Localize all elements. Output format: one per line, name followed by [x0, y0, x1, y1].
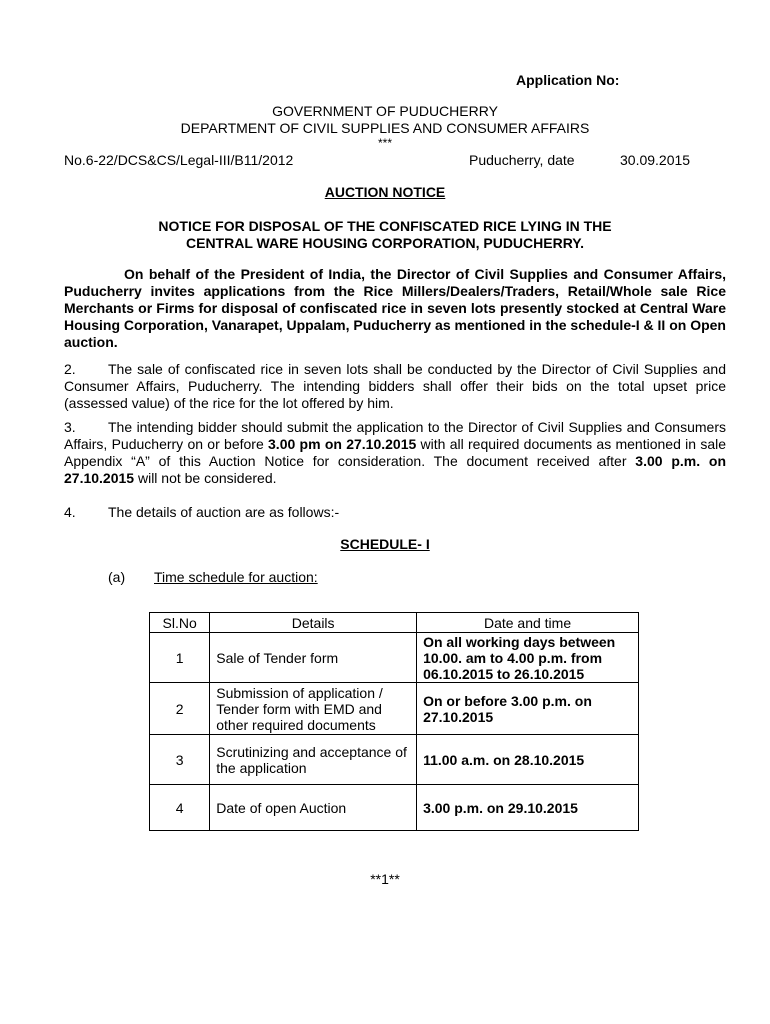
table-header-row [150, 613, 639, 633]
government-heading: GOVERNMENT OF PUDUCHERRY [272, 103, 498, 119]
table-row [150, 785, 639, 831]
row-details: Scrutinizing and acceptance of the application [210, 735, 417, 785]
row-sl-no: 2 [150, 683, 210, 735]
header-details: Details [210, 613, 417, 633]
schedule-title: SCHEDULE- I [340, 536, 430, 552]
notice-title: AUCTION NOTICE [324, 184, 446, 200]
row-date-time: On or before 3.00 p.m. on 27.10.2015 [417, 683, 639, 735]
paragraph-3-text-c: will not be considered. [134, 470, 277, 486]
paragraph-3-number: 3. [64, 419, 76, 435]
row-date-time: 3.00 p.m. on 29.10.2015 [417, 785, 639, 831]
time-schedule-table [149, 612, 639, 831]
subtitle-line-2: CENTRAL WARE HOUSING CORPORATION, PUDUCHERRY. [186, 235, 584, 251]
row-date-time: On all working days between 10.00. am to 4.00 p.m. from 06.10.2015 to 26.10.2015 [417, 633, 639, 683]
paragraph-2-text: The sale of confiscated rice in seven lots shall be conducted by the Director of Civil Supplies and Consumer Affairs, Puducherry. The intending bidders shall offer their bids on the total upset price (assessed value) of the rice for the lot offered by him. [64, 361, 726, 411]
paragraph-3-text-b: with all required documents as mentioned in sale Appendix “A” of this Auction Notice for consideration. The document received after [64, 436, 726, 469]
place-date-label: Puducherry, date [469, 152, 575, 168]
row-details: Date of open Auction [210, 785, 417, 831]
paragraph-4 [64, 504, 726, 521]
department-heading: DEPARTMENT OF CIVIL SUPPLIES AND CONSUMER AFFAIRS [180, 120, 590, 136]
stars-divider: *** [377, 136, 392, 150]
application-no: Application No: [516, 72, 620, 88]
notice-date: 30.09.2015 [620, 152, 691, 168]
table-row [150, 633, 639, 683]
row-sl-no: 4 [150, 785, 210, 831]
row-details: Submission of application / Tender form with EMD and other required documents [210, 683, 417, 735]
deadline-bold-2: 3.00 p.m. on 27.10.2015 [64, 453, 726, 486]
subtitle-line-1: NOTICE FOR DISPOSAL OF THE CONFISCATED RICE LYING IN THE [158, 218, 612, 234]
deadline-bold-1: 3.00 pm on 27.10.2015 [268, 436, 417, 452]
row-sl-no: 3 [150, 735, 210, 785]
paragraph-3 [64, 419, 726, 487]
row-sl-no: 1 [150, 633, 210, 683]
paragraph-3-text-a: The intending bidder should submit the application to the Director of Civil Supplies and Consumers Affairs, Puducherry on or before [64, 419, 726, 452]
section-a-label: (a) [108, 569, 126, 585]
row-details: Sale of Tender form [210, 633, 417, 683]
table-row [150, 735, 639, 785]
section-a-heading: Time schedule for auction: [154, 569, 318, 585]
paragraph-4-text: The details of auction are as follows:- [108, 504, 340, 520]
page-number: **1** [370, 871, 400, 887]
reference-number: No.6-22/DCS&CS/Legal-III/B11/2012 [64, 152, 294, 168]
row-date-time: 11.00 a.m. on 28.10.2015 [417, 735, 639, 785]
header-date-time: Date and time [417, 613, 639, 633]
paragraph-2-number: 2. [64, 361, 76, 377]
paragraph-2 [64, 361, 726, 412]
paragraph-4-number: 4. [64, 504, 76, 520]
intro-paragraph: On behalf of the President of India, the Director of Civil Supplies and Consumer Affairs, Puducherry invites applications from the Rice Millers/Dealers/Traders, Retail/Whole sale Rice Merchants or Firms for disposal of confiscated rice in seven lots presently stocked at Central Ware Housing Corporation, Vanarapet, Uppalam, Puducherry as mentioned in the schedule-I & II on Open auction. [64, 266, 726, 350]
table-row [150, 683, 639, 735]
header-sl-no: Sl.No [150, 613, 210, 633]
